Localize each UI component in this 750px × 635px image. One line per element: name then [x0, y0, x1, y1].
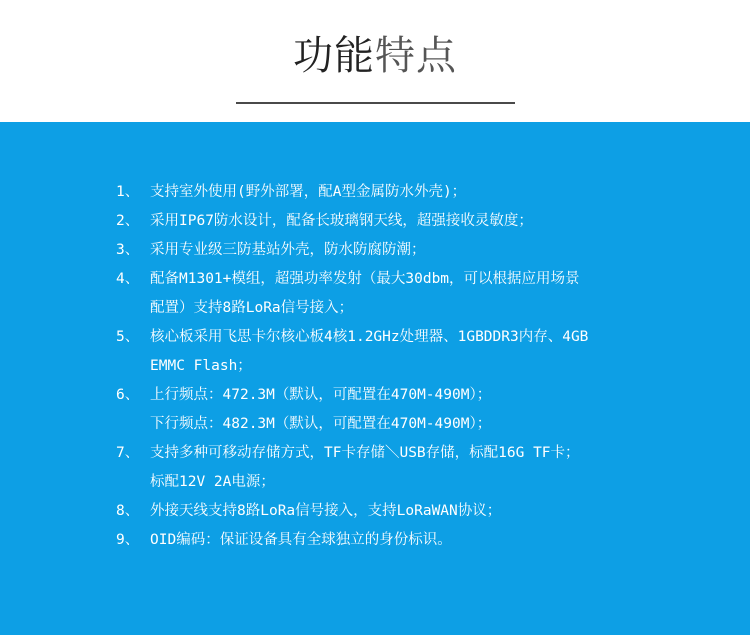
- title-divider: [236, 102, 515, 104]
- feature-text: 下行频点：482.3M（默认，可配置在470M-490M）；: [150, 416, 492, 432]
- feature-number: 7、: [116, 445, 140, 461]
- feature-text: OID编码：保证设备具有全球独立的身份标识。: [150, 532, 452, 548]
- page-title-part-1: 功能: [293, 33, 375, 79]
- feature-number: 1、: [116, 184, 140, 200]
- feature-number: 9、: [116, 532, 140, 548]
- feature-text: 配备M1301+模组，超强功率发射（最大30dbm，可以根据应用场景: [150, 271, 580, 287]
- feature-number: 2、: [116, 213, 140, 229]
- feature-line: [0, 294, 750, 323]
- feature-number: 4、: [116, 271, 140, 287]
- feature-text: 配置）支持8路LoRa信号接入；: [150, 300, 354, 316]
- feature-text: EMMC Flash；: [150, 358, 252, 374]
- feature-list: [0, 178, 750, 555]
- feature-line: [0, 265, 750, 294]
- feature-text: 支持室外使用(野外部署，配A型金属防水外壳)；: [150, 184, 467, 200]
- page-title-part-2: 特点: [375, 33, 457, 79]
- feature-text: 采用专业级三防基站外壳，防水防腐防潮；: [150, 242, 426, 258]
- feature-number: 8、: [116, 503, 140, 519]
- feature-number: 6、: [116, 387, 140, 403]
- features-panel: [0, 122, 750, 635]
- feature-line: [0, 526, 750, 555]
- feature-line: [0, 381, 750, 410]
- feature-line: [0, 439, 750, 468]
- feature-text: 外接天线支持8路LoRa信号接入，支持LoRaWAN协议；: [150, 503, 502, 519]
- feature-text: 上行频点：472.3M（默认，可配置在470M-490M）；: [150, 387, 492, 403]
- feature-text: 采用IP67防水设计，配备长玻璃钢天线，超强接收灵敏度；: [150, 213, 533, 229]
- feature-line: [0, 352, 750, 381]
- feature-text: 支持多种可移动存储方式，TF卡存储＼USB存储，标配16G TF卡；: [150, 445, 580, 461]
- feature-line: [0, 323, 750, 352]
- feature-line: [0, 178, 750, 207]
- feature-number: 5、: [116, 329, 140, 345]
- feature-line: [0, 236, 750, 265]
- feature-line: [0, 207, 750, 236]
- feature-text: 核心板采用飞思卡尔核心板4核1.2GHz处理器、1GBDDR3内存、4GB: [150, 329, 589, 345]
- page-title: [0, 28, 750, 84]
- feature-line: [0, 497, 750, 526]
- feature-line: [0, 410, 750, 439]
- header: [0, 0, 750, 122]
- feature-text: 标配12V 2A电源；: [150, 474, 275, 490]
- feature-number: 3、: [116, 242, 140, 258]
- feature-line: [0, 468, 750, 497]
